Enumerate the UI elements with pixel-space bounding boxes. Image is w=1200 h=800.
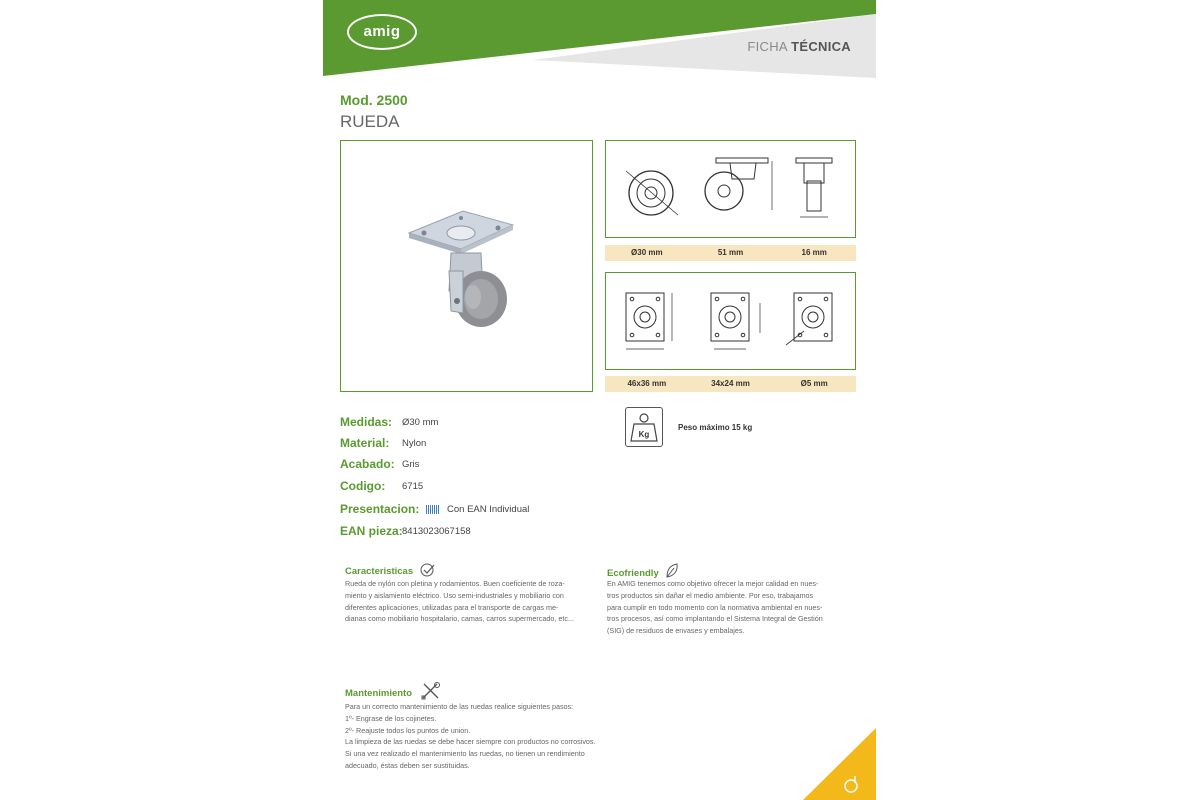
- spec-row-acabado: Acabado: Gris: [340, 457, 420, 471]
- ecofriendly-heading: Ecofriendly: [607, 563, 679, 579]
- side-views-drawing: [605, 140, 856, 238]
- plate-dimension-diagram: [606, 273, 855, 369]
- caster-illustration: [341, 141, 592, 391]
- svg-text:Kg: Kg: [638, 430, 650, 439]
- caracteristicas-heading: Caracteristicas: [345, 563, 436, 577]
- doc-type-title: FICHA TÉCNICA: [747, 39, 851, 54]
- wheel-dimension-diagram: [606, 141, 855, 237]
- mantenimiento-text: Para un correcto mantenimiento de las ruedas realice siguientes pasos: 1º- Engrase de los cojinetes. 2º- Reajuste todos los puntos de union. La limpieza de las ruedas se debe hacer siempre con productos no corrosivos. Si una vez realizado el mantenimiento las ruedas, no tienen un rendimiento adecuado, éstas deben ser sustituidas.: [345, 702, 596, 770]
- check-circle-icon: [420, 563, 436, 577]
- dim-height: 51 mm: [717, 248, 744, 257]
- weight-icon: [625, 407, 663, 447]
- mantenimiento-heading: Mantenimiento: [345, 682, 441, 700]
- model-number: Mod. 2500: [340, 92, 408, 108]
- leaf-icon: [665, 563, 679, 579]
- datasheet-page: [323, 0, 876, 800]
- brand-logo: amig: [347, 14, 417, 50]
- spec-row-ean: EAN pieza: 8413023067158: [340, 524, 471, 538]
- max-weight-label: Peso máximo 15 kg: [678, 423, 753, 432]
- plate-views-drawing: [605, 272, 856, 370]
- spec-row-codigo: Codigo: 6715: [340, 479, 424, 493]
- ecofriendly-text: En AMIG tenemos como objetivo ofrecer la mejor calidad en nues- tros productos sin dañar el medio ambiente. Por eso, trabajamos para cumplir en todo momento con la normativa ambiental en nues- tros procesos, así como implantando el Sistema Integral de Gestión (SIG) de residuos de envases y embalajes.: [607, 579, 823, 636]
- corner-accent: [803, 728, 876, 800]
- product-photo: [340, 140, 593, 392]
- spec-row-presentacion: Presentacion: Con EAN Individual: [340, 502, 530, 516]
- dim-plate-size: 46x36 mm: [627, 379, 667, 388]
- dimension-strip-top: [605, 245, 856, 261]
- dim-hole-diameter: Ø5 mm: [800, 379, 828, 388]
- barcode-icon: [426, 505, 439, 514]
- caracteristicas-text: Rueda de nylón con pletina y rodamientos. Buen coeficiente de roza- miento y aislamiento eléctrico. Uso semi-industriales y mobiliario con diferentes aplicaciones, utilizadas para el transporte de cargas me- dianas como mobiliario hospitalario, camas, carros supermercado, etc...: [345, 579, 574, 624]
- product-name: RUEDA: [340, 112, 400, 131]
- spec-row-medidas: Medidas: Ø30 mm: [340, 415, 439, 429]
- spec-row-material: Material: Nylon: [340, 436, 427, 450]
- dimension-strip-bottom: [605, 376, 856, 392]
- tools-icon: [421, 682, 441, 700]
- dim-hole-spacing: 34x24 mm: [711, 379, 750, 388]
- dim-width: 16 mm: [801, 248, 827, 257]
- dim-diameter: Ø30 mm: [631, 248, 663, 257]
